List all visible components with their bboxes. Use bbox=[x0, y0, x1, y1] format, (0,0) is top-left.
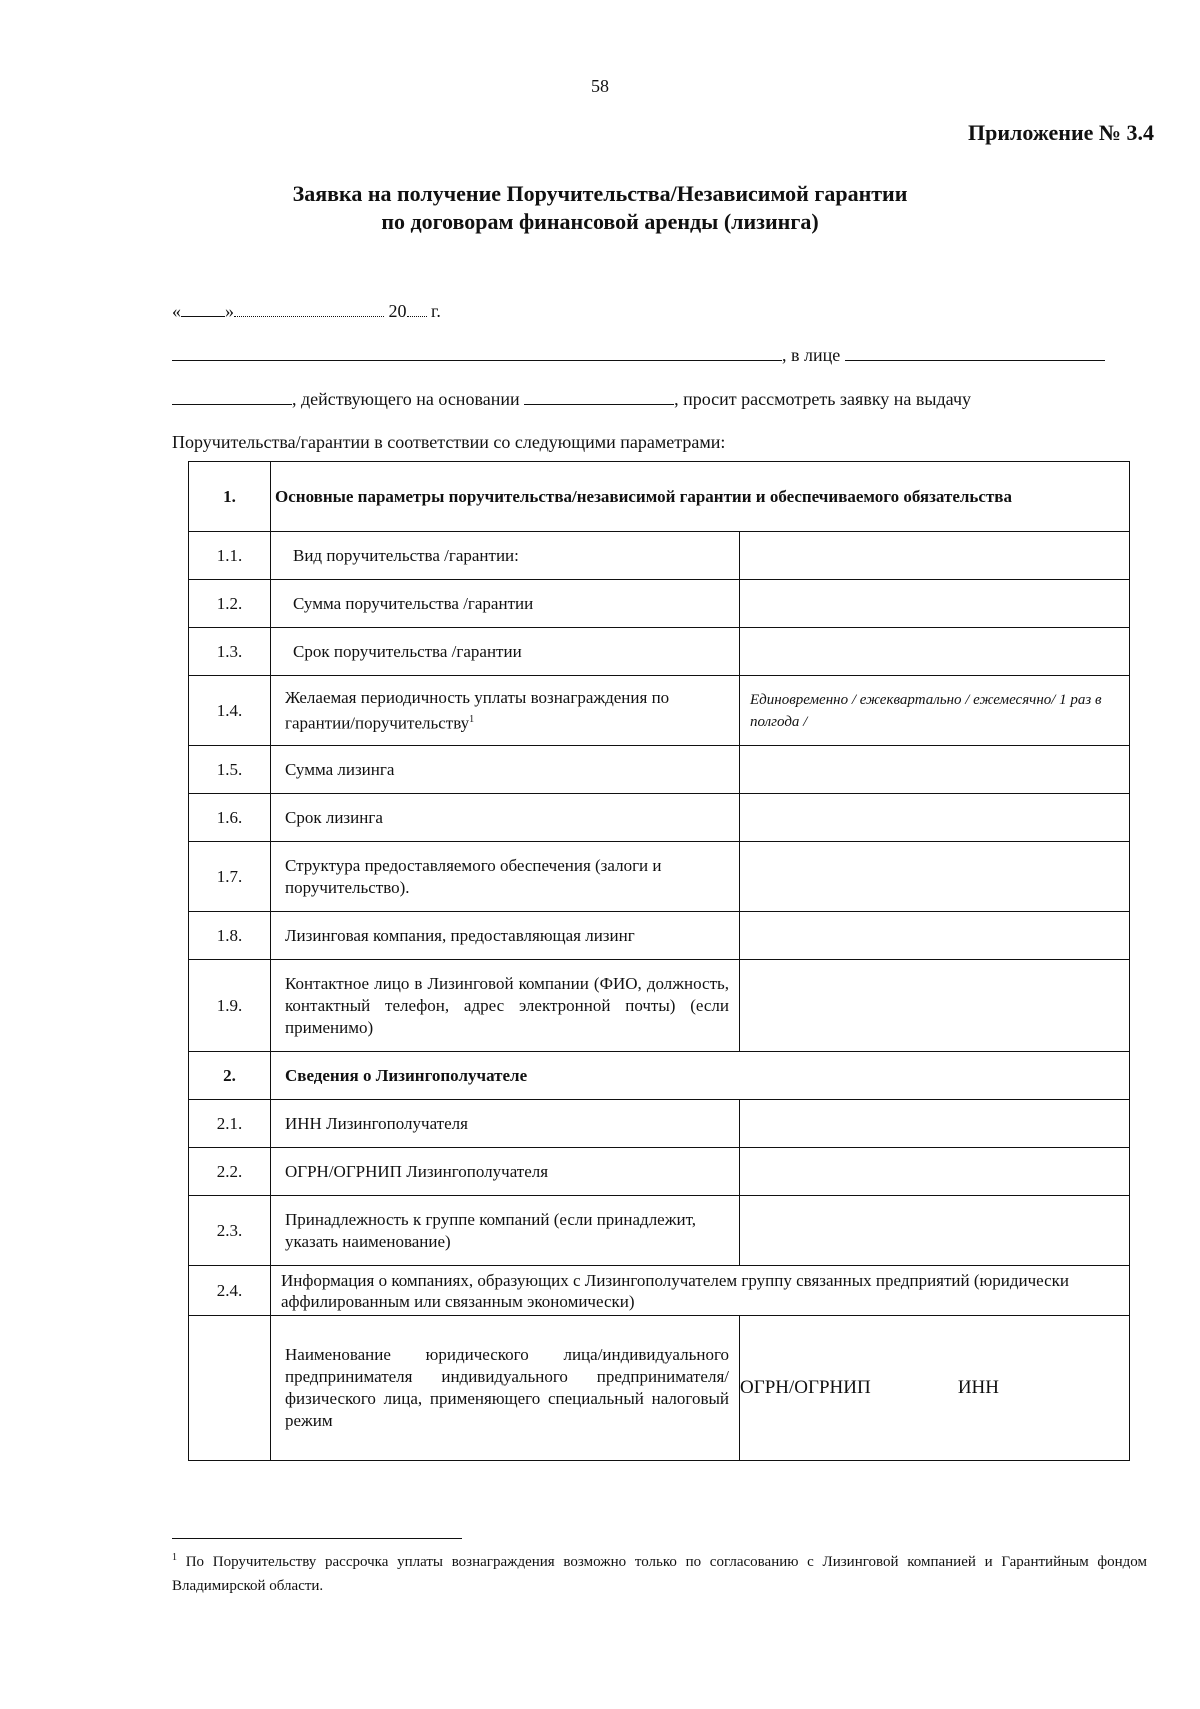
ogrn-value[interactable] bbox=[740, 1148, 1130, 1196]
payment-frequency-value[interactable]: Единовременно / ежеквартально / ежемесячно/ 1 раз в полгода / bbox=[740, 676, 1130, 746]
date-open-quote: « bbox=[172, 301, 181, 321]
row-label: Вид поручительства /гарантии: bbox=[271, 532, 740, 580]
row-label: Желаемая периодичность уплаты вознаграждения по гарантии/поручительству bbox=[285, 687, 670, 733]
contact-person-value[interactable] bbox=[740, 960, 1130, 1052]
row-number: 1.5. bbox=[189, 746, 271, 794]
table-row bbox=[189, 628, 1130, 676]
appendix-label: Приложение № 3.4 bbox=[968, 120, 1154, 145]
footnote-divider bbox=[172, 1538, 462, 1539]
row-number: 1.8. bbox=[189, 912, 271, 960]
row-number: 1.6. bbox=[189, 794, 271, 842]
acting-basis-text: , действующего на основании bbox=[292, 389, 520, 409]
section-number: 1. bbox=[189, 462, 271, 532]
table-row bbox=[189, 1148, 1130, 1196]
guarantee-type-value[interactable] bbox=[740, 532, 1130, 580]
section-2-header-row bbox=[189, 1052, 1130, 1100]
in-person-text: , в лице bbox=[782, 345, 841, 365]
table-row bbox=[189, 746, 1130, 794]
date-line bbox=[172, 300, 441, 322]
application-parameters-table bbox=[188, 461, 1130, 1461]
table-row bbox=[189, 1266, 1130, 1316]
row-label-cell bbox=[271, 676, 740, 746]
params-intro: Поручительства/гарантии в соответствии со следующими параметрами: bbox=[172, 432, 726, 452]
affiliated-name-header: Наименование юридического лица/индивидуального предпринимателя индивидуального предпринимателя/физического лица, применяющего специальный налоговый режим bbox=[271, 1316, 740, 1461]
section-title: Основные параметры поручительства/независимой гарантии и обеспечиваемого обязательства bbox=[271, 462, 1130, 532]
request-text: , просит рассмотреть заявку на выдачу bbox=[674, 389, 971, 409]
affiliated-id-headers bbox=[740, 1377, 1119, 1399]
collateral-structure-value[interactable] bbox=[740, 842, 1130, 912]
page-number: 58 bbox=[591, 76, 609, 96]
month-blank[interactable] bbox=[234, 300, 384, 317]
row-number: 2.3. bbox=[189, 1196, 271, 1266]
row-number: 1.9. bbox=[189, 960, 271, 1052]
row-number: 2.4. bbox=[189, 1266, 271, 1316]
row-label: ИНН Лизингополучателя bbox=[271, 1100, 740, 1148]
empty-number-cell bbox=[189, 1316, 271, 1461]
company-group-value[interactable] bbox=[740, 1196, 1130, 1266]
footnote-text: По Поручительству рассрочка уплаты вознаграждения возможно только по согласованию с Лизинговой компанией и Гарантийным фондом Владимирской области. bbox=[172, 1554, 1147, 1594]
year-blank[interactable] bbox=[407, 300, 427, 317]
row-number: 2.2. bbox=[189, 1148, 271, 1196]
affiliated-companies-row bbox=[189, 1316, 1130, 1461]
row-label: Сумма лизинга bbox=[271, 746, 740, 794]
footnote-mark: 1 bbox=[469, 713, 475, 725]
day-blank[interactable] bbox=[181, 300, 225, 317]
row-number: 1.1. bbox=[189, 532, 271, 580]
inn-value[interactable] bbox=[740, 1100, 1130, 1148]
table-row bbox=[189, 676, 1130, 746]
ogrn-column-header: ОГРН/ОГРНИП bbox=[740, 1377, 871, 1398]
row-label: Принадлежность к группе компаний (если принадлежит, указать наименование) bbox=[271, 1196, 740, 1266]
table-row bbox=[189, 1196, 1130, 1266]
title-line-1: Заявка на получение Поручительства/Независимой гарантии bbox=[292, 181, 908, 206]
basis-document-blank[interactable] bbox=[524, 388, 674, 405]
row-label: Срок поручительства /гарантии bbox=[271, 628, 740, 676]
table-row bbox=[189, 1100, 1130, 1148]
table-row bbox=[189, 960, 1130, 1052]
position-blank[interactable] bbox=[172, 388, 292, 405]
row-label: Сумма поручительства /гарантии bbox=[271, 580, 740, 628]
leasing-amount-value[interactable] bbox=[740, 746, 1130, 794]
section-title: Сведения о Лизингополучателе bbox=[271, 1052, 1130, 1100]
leasing-term-value[interactable] bbox=[740, 794, 1130, 842]
row-label: Информация о компаниях, образующих с Лизингополучателем группу связанных предприятий (юридически аффилированным или связанным экономически) bbox=[271, 1266, 1130, 1316]
basis-line bbox=[172, 388, 971, 410]
section-1-header-row bbox=[189, 462, 1130, 532]
year-prefix: 20 bbox=[388, 301, 407, 321]
date-close-quote: » bbox=[225, 301, 234, 321]
applicant-line bbox=[172, 344, 1105, 366]
affiliated-ids-cell bbox=[740, 1316, 1130, 1461]
row-label: Контактное лицо в Лизинговой компании (ФИО, должность, контактный телефон, адрес электронной почты) (если применимо) bbox=[271, 960, 740, 1052]
footnote bbox=[172, 1546, 1147, 1598]
year-suffix: г. bbox=[431, 301, 441, 321]
row-number: 2.1. bbox=[189, 1100, 271, 1148]
table-row bbox=[189, 794, 1130, 842]
row-label: Лизинговая компания, предоставляющая лизинг bbox=[271, 912, 740, 960]
table-row bbox=[189, 842, 1130, 912]
guarantee-term-value[interactable] bbox=[740, 628, 1130, 676]
table-row bbox=[189, 912, 1130, 960]
row-number: 1.7. bbox=[189, 842, 271, 912]
section-number: 2. bbox=[189, 1052, 271, 1100]
applicant-name-blank[interactable] bbox=[172, 344, 782, 361]
guarantee-amount-value[interactable] bbox=[740, 580, 1130, 628]
row-number: 1.4. bbox=[189, 676, 271, 746]
row-label: Структура предоставляемого обеспечения (залоги и поручительство). bbox=[271, 842, 740, 912]
footnote-number: 1 bbox=[172, 1552, 177, 1563]
table-row bbox=[189, 580, 1130, 628]
document-title bbox=[0, 180, 1200, 236]
representative-blank[interactable] bbox=[845, 344, 1105, 361]
table-row bbox=[189, 532, 1130, 580]
row-number: 1.3. bbox=[189, 628, 271, 676]
row-number: 1.2. bbox=[189, 580, 271, 628]
row-label: ОГРН/ОГРНИП Лизингополучателя bbox=[271, 1148, 740, 1196]
leasing-company-value[interactable] bbox=[740, 912, 1130, 960]
title-line-2: по договорам финансовой аренды (лизинга) bbox=[381, 209, 819, 234]
inn-column-header: ИНН bbox=[957, 1377, 999, 1398]
row-label: Срок лизинга bbox=[271, 794, 740, 842]
